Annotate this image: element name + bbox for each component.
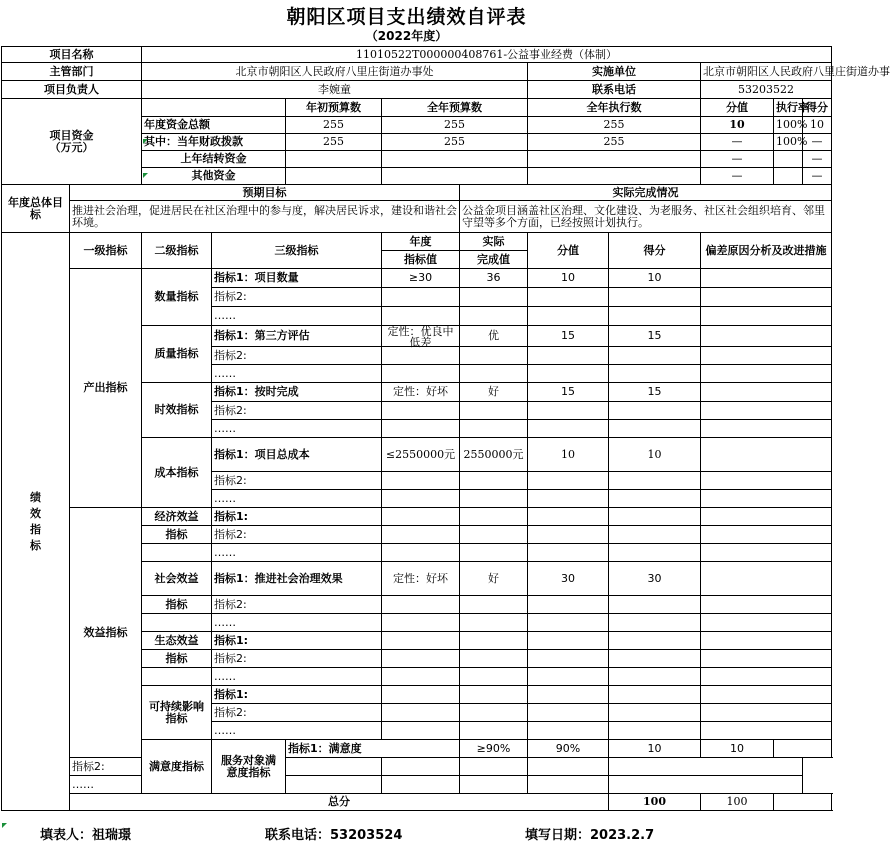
indicator-text: 指标1：项目数量 — [212, 269, 382, 288]
funds-cell — [382, 151, 528, 168]
empty-cell — [528, 668, 609, 686]
empty-cell — [701, 614, 832, 632]
empty-cell — [382, 508, 460, 526]
empty-cell — [460, 526, 528, 544]
header-target-top: 年度 — [382, 233, 460, 251]
goals-expected-text: 推进社会治理，促进居民在社区治理中的参与度，解决居民诉求，建设和谐社会环境。 — [70, 201, 460, 233]
empty-cell — [528, 420, 609, 438]
indicator-target: ≥90% — [460, 740, 528, 758]
indicator-text: …… — [70, 776, 212, 794]
indicator-value: 10 — [528, 438, 609, 472]
empty-cell — [528, 490, 609, 508]
goals-actual-header: 实际完成情况 — [460, 185, 832, 201]
empty-cell — [528, 472, 609, 490]
footer-phone: 联系电话：53203524 — [265, 828, 403, 843]
indicator-actual: 36 — [460, 269, 528, 288]
funds-header-init: 年初预算数 — [286, 99, 382, 117]
project-name-label: 项目名称 — [2, 47, 142, 63]
indicator-actual: 90% — [528, 740, 609, 758]
empty-cell — [701, 490, 832, 508]
header-actual-top: 实际 — [460, 233, 528, 251]
empty-cell — [382, 758, 460, 776]
indicator-score: 10 — [609, 269, 701, 288]
empty-cell — [460, 722, 528, 740]
empty-cell — [460, 650, 528, 668]
empty-cell — [382, 347, 460, 365]
funds-header-score: 得分 — [803, 99, 832, 117]
unit-label: 实施单位 — [528, 63, 701, 81]
funds-row-label: 上年结转资金 — [142, 151, 286, 168]
indicator-value: 10 — [528, 269, 609, 288]
social-label-a: 社会效益 — [142, 562, 212, 596]
timeliness-label: 时效指标 — [142, 383, 212, 438]
empty-cell — [774, 794, 832, 811]
empty-cell — [528, 650, 609, 668]
indicator-text: 指标1：项目总成本 — [212, 438, 382, 472]
indicator-actual: 好 — [460, 383, 528, 402]
funds-header-year: 全年预算数 — [382, 99, 528, 117]
empty-cell — [460, 472, 528, 490]
empty-cell — [382, 686, 460, 704]
indicator-actual: 2550000元 — [460, 438, 528, 472]
funds-cell: 10 — [701, 117, 774, 134]
indicator-deviation — [701, 326, 832, 347]
total-value: 100 — [609, 794, 701, 811]
indicator-text: …… — [212, 307, 382, 326]
empty-cell — [460, 614, 528, 632]
output-label: 产出指标 — [70, 269, 142, 508]
funds-cell: — — [701, 134, 774, 151]
funds-cell — [528, 168, 701, 185]
funds-cell: 255 — [528, 134, 701, 151]
leader-label: 项目负责人 — [2, 81, 142, 99]
empty-cell — [528, 632, 609, 650]
empty-cell — [382, 632, 460, 650]
empty-cell — [382, 614, 460, 632]
empty-cell — [609, 596, 701, 614]
indicator-score: 15 — [609, 383, 701, 402]
funds-cell: 100% — [774, 117, 803, 134]
empty-cell — [609, 704, 701, 722]
indicator-text: 指标1: — [212, 632, 382, 650]
empty-cell — [460, 347, 528, 365]
empty-cell — [460, 365, 528, 383]
empty-cell — [382, 704, 460, 722]
indicator-deviation — [701, 383, 832, 402]
indicator-target: 定性：好坏 — [382, 562, 460, 596]
empty-cell — [460, 686, 528, 704]
empty-cell — [528, 758, 609, 776]
empty-cell — [528, 686, 609, 704]
funds-cell: — — [701, 151, 774, 168]
page-title: 朝阳区项目支出绩效自评表 — [286, 6, 527, 28]
footer — [0, 823, 813, 841]
empty-cell — [609, 722, 701, 740]
funds-cell — [286, 151, 382, 168]
empty-cell — [528, 508, 609, 526]
empty-cell — [460, 288, 528, 307]
empty-cell — [382, 722, 460, 740]
empty-cell — [528, 722, 609, 740]
empty-cell — [460, 508, 528, 526]
empty-cell — [609, 686, 701, 704]
header-level3: 三级指标 — [212, 233, 382, 269]
ecological-label-b: 指标 — [142, 650, 212, 668]
header-target-bottom: 指标值 — [382, 251, 460, 269]
indicator-text: 指标2: — [70, 758, 212, 776]
goals-actual-text: 公益金项目涵盖社区治理、文化建设、为老服务、社区社会组织培育、邻里守望等多个方面，已经按照计划执行。 — [460, 201, 832, 233]
empty-cell — [528, 544, 609, 562]
empty-cell — [609, 614, 701, 632]
phone-label: 联系电话 — [528, 81, 701, 99]
empty-cell — [382, 472, 460, 490]
indicator-score: 30 — [609, 562, 701, 596]
empty-cell — [609, 758, 803, 776]
page-subtitle: （2022年度） — [365, 29, 448, 43]
leader-value: 李婉童 — [142, 81, 528, 99]
empty-cell — [528, 402, 609, 420]
header-actual-bottom: 完成值 — [460, 251, 528, 269]
funds-cell: 255 — [528, 117, 701, 134]
empty-cell — [528, 526, 609, 544]
funds-row-label: 其他资金 — [142, 168, 286, 185]
funds-cell — [774, 151, 803, 168]
quality-label: 质量指标 — [142, 326, 212, 383]
cost-label: 成本指标 — [142, 438, 212, 508]
empty-cell — [701, 365, 832, 383]
funds-cell: — — [803, 134, 832, 151]
sustainable-label-a: 可持续影响 — [149, 699, 204, 713]
project-name-value: 11010522T000000408761-公益事业经费（体制） — [142, 47, 832, 63]
indicator-target: ≥30 — [382, 269, 460, 288]
evaluation-table — [1, 46, 890, 811]
indicator-value: 30 — [528, 562, 609, 596]
funds-cell: — — [701, 168, 774, 185]
empty-cell — [142, 544, 212, 562]
empty-cell — [382, 288, 460, 307]
empty-cell — [460, 668, 528, 686]
indicator-actual: 好 — [460, 562, 528, 596]
indicator-text: …… — [212, 544, 382, 562]
empty-cell — [528, 614, 609, 632]
empty-cell — [701, 668, 832, 686]
funds-cell: 255 — [382, 117, 528, 134]
empty-cell — [528, 365, 609, 383]
quantity-label: 数量指标 — [142, 269, 212, 326]
unit-value: 北京市朝阳区人民政府八里庄街道办事 — [701, 63, 832, 81]
empty-cell — [460, 402, 528, 420]
empty-cell — [382, 668, 460, 686]
ecological-label-a: 生态效益 — [142, 632, 212, 650]
funds-cell — [382, 168, 528, 185]
empty-cell — [609, 776, 803, 794]
indicator-text: …… — [212, 365, 382, 383]
indicator-text: 指标1：第三方评估 — [212, 326, 382, 347]
empty-cell — [382, 365, 460, 383]
indicator-text: 指标1: — [212, 508, 382, 526]
indicator-text: 指标1：按时完成 — [212, 383, 382, 402]
empty-cell — [701, 650, 832, 668]
indicator-text: 指标2: — [212, 650, 382, 668]
empty-cell — [460, 632, 528, 650]
empty-cell — [382, 544, 460, 562]
header-deviation: 偏差原因分析及改进措施 — [701, 233, 832, 269]
goals-expected-header: 预期目标 — [70, 185, 460, 201]
funds-row-label: 其中：当年财政拨款 — [142, 134, 286, 151]
funds-header-blank — [142, 99, 286, 117]
funds-cell: — — [803, 151, 832, 168]
funds-cell: 255 — [382, 134, 528, 151]
funds-row-label: 年度资金总额 — [142, 117, 286, 134]
empty-cell — [460, 420, 528, 438]
funds-label: 项目资金 （万元） — [2, 99, 142, 185]
economic-label-b: 指标 — [142, 526, 212, 544]
empty-cell — [286, 776, 382, 794]
social-label-b: 指标 — [142, 596, 212, 614]
empty-cell — [528, 347, 609, 365]
indicator-text: 指标2: — [212, 402, 382, 420]
empty-cell — [609, 632, 701, 650]
empty-cell — [460, 544, 528, 562]
empty-cell — [609, 490, 701, 508]
header-level2: 二级指标 — [142, 233, 212, 269]
empty-cell — [701, 686, 832, 704]
indicator-value: 15 — [528, 383, 609, 402]
indicator-deviation — [774, 740, 832, 758]
empty-cell — [609, 307, 701, 326]
empty-cell — [609, 508, 701, 526]
empty-cell — [609, 526, 701, 544]
phone-value: 53203522 — [701, 81, 832, 99]
indicator-value: 10 — [609, 740, 701, 758]
cell-marker-icon — [2, 823, 7, 828]
funds-header-rate: 执行率 — [774, 99, 803, 117]
indicator-text: 指标2: — [212, 347, 382, 365]
empty-cell — [701, 704, 832, 722]
funds-cell: 255 — [286, 134, 382, 151]
total-score: 100 — [701, 794, 774, 811]
empty-cell — [701, 472, 832, 490]
indicator-text: 指标2: — [212, 526, 382, 544]
empty-cell — [460, 307, 528, 326]
indicator-score: 10 — [701, 740, 774, 758]
empty-cell — [701, 347, 832, 365]
empty-cell — [609, 402, 701, 420]
empty-cell — [701, 402, 832, 420]
indicators-section-label: 绩效指标 — [2, 233, 70, 811]
empty-cell — [286, 758, 382, 776]
empty-cell — [701, 722, 832, 740]
footer-date: 填写日期：2023.2.7 — [525, 828, 655, 843]
empty-cell — [701, 420, 832, 438]
indicator-text: 指标2: — [212, 288, 382, 307]
goals-label: 年度总体目标 — [2, 185, 70, 233]
cell-marker-icon — [143, 139, 148, 144]
indicator-text: 指标1：推进社会治理效果 — [212, 562, 382, 596]
empty-cell — [528, 596, 609, 614]
empty-cell — [382, 490, 460, 508]
indicator-text: 指标2: — [212, 472, 382, 490]
empty-cell — [382, 596, 460, 614]
indicator-value: 15 — [528, 326, 609, 347]
header-score: 得分 — [609, 233, 701, 269]
funds-cell: — — [803, 168, 832, 185]
funds-cell — [286, 168, 382, 185]
empty-cell — [701, 596, 832, 614]
sustainable-label — [142, 686, 212, 740]
empty-cell — [460, 490, 528, 508]
empty-cell — [609, 420, 701, 438]
empty-cell — [528, 288, 609, 307]
header-level1: 一级指标 — [70, 233, 142, 269]
empty-cell — [382, 420, 460, 438]
empty-cell — [528, 776, 609, 794]
empty-cell — [609, 365, 701, 383]
indicator-target: 定性：优良中低差 — [382, 326, 460, 347]
empty-cell — [701, 526, 832, 544]
funds-cell: 100% — [774, 134, 803, 151]
indicator-text: …… — [212, 668, 382, 686]
satisfaction-label: 满意度指标 — [142, 740, 212, 794]
empty-cell — [382, 402, 460, 420]
indicator-deviation — [701, 269, 832, 288]
indicator-score: 15 — [609, 326, 701, 347]
economic-label-a: 经济效益 — [142, 508, 212, 526]
indicator-deviation — [701, 438, 832, 472]
empty-cell — [609, 668, 701, 686]
indicator-text: …… — [212, 420, 382, 438]
funds-cell: 10 — [803, 117, 832, 134]
indicator-text: …… — [212, 722, 382, 740]
benefit-label: 效益指标 — [70, 508, 142, 758]
funds-header-exec: 全年执行数 — [528, 99, 701, 117]
empty-cell — [382, 650, 460, 668]
empty-cell — [460, 704, 528, 722]
satisfaction-sub-label — [212, 740, 286, 794]
empty-cell — [701, 632, 832, 650]
empty-cell — [609, 472, 701, 490]
indicator-text: …… — [212, 490, 382, 508]
funds-cell — [774, 168, 803, 185]
empty-cell — [382, 776, 460, 794]
empty-cell — [460, 776, 528, 794]
empty-cell — [460, 758, 528, 776]
empty-cell — [701, 307, 832, 326]
indicator-text: 指标1：满意度 — [286, 740, 460, 758]
footer-filler: 填表人：祖瑞璟 — [40, 828, 132, 843]
indicator-text: 指标2: — [212, 704, 382, 722]
indicator-target: ≤2550000元 — [382, 438, 460, 472]
sustainable-label-b: 指标 — [165, 711, 188, 725]
indicator-score: 10 — [609, 438, 701, 472]
indicator-actual: 优 — [460, 326, 528, 347]
empty-cell — [460, 596, 528, 614]
empty-cell — [701, 508, 832, 526]
empty-cell — [528, 307, 609, 326]
empty-cell — [609, 544, 701, 562]
funds-cell: 255 — [286, 117, 382, 134]
funds-header-score-value: 分值 — [701, 99, 774, 117]
total-label: 总分 — [70, 794, 609, 811]
satisfaction-sub-label-b: 意度指标 — [226, 765, 271, 779]
satisfaction-sub-label-a: 服务对象满 — [221, 753, 276, 767]
empty-cell — [528, 704, 609, 722]
indicator-text: 指标2: — [212, 596, 382, 614]
empty-cell — [701, 288, 832, 307]
empty-cell — [382, 526, 460, 544]
cell-marker-icon — [143, 173, 148, 178]
dept-value: 北京市朝阳区人民政府八里庄街道办事处 — [142, 63, 528, 81]
funds-cell — [528, 151, 701, 168]
dept-label: 主管部门 — [2, 63, 142, 81]
empty-cell — [142, 668, 212, 686]
indicator-target: 定性：好坏 — [382, 383, 460, 402]
empty-cell — [609, 288, 701, 307]
indicator-text: …… — [212, 614, 382, 632]
indicator-text: 指标1: — [212, 686, 382, 704]
indicator-deviation — [701, 562, 832, 596]
empty-cell — [382, 307, 460, 326]
header-score-value: 分值 — [528, 233, 609, 269]
empty-cell — [701, 544, 832, 562]
empty-cell — [142, 614, 212, 632]
empty-cell — [609, 650, 701, 668]
empty-cell — [609, 347, 701, 365]
